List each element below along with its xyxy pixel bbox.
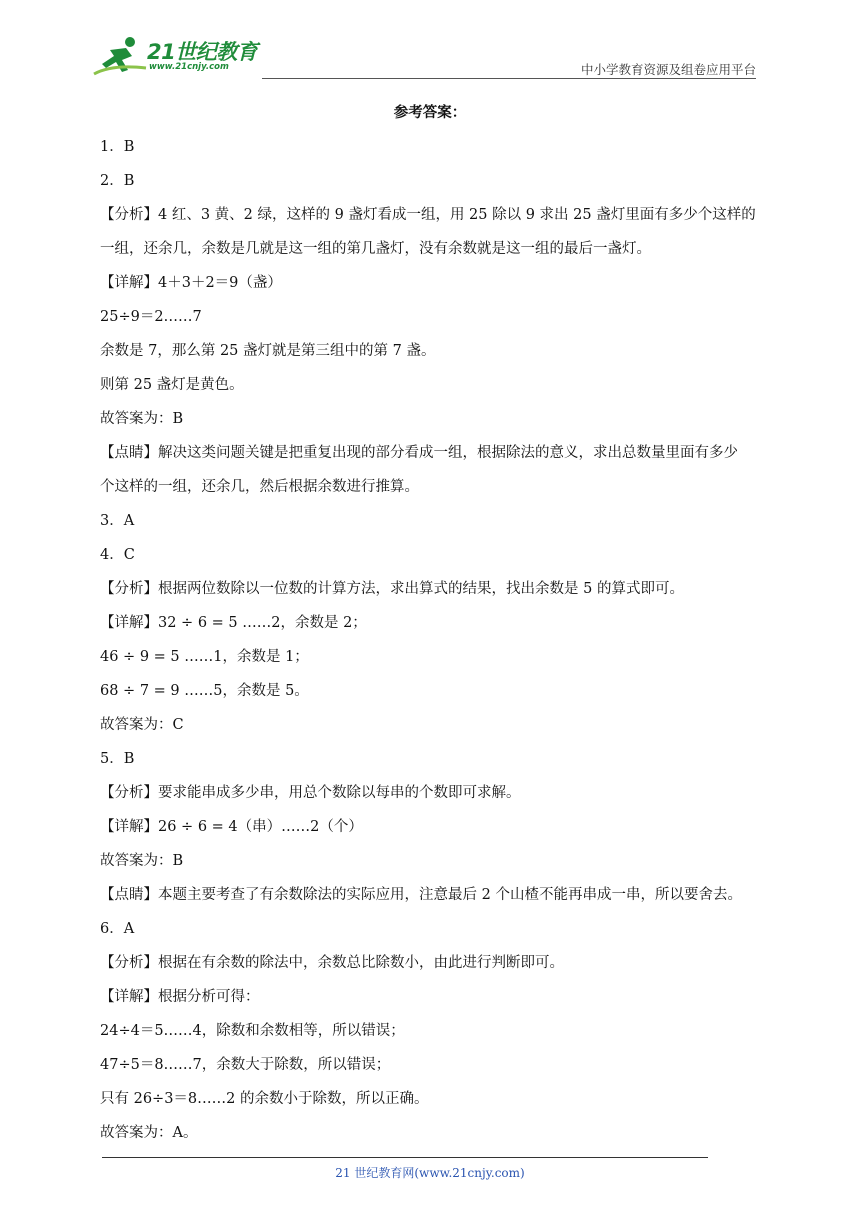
footer-divider xyxy=(102,1157,708,1158)
answer-line: 【分析】4 红、3 黄、2 绿，这样的 9 盏灯看成一组，用 25 除以 9 求出 25 盏灯里面有多少个这样的 xyxy=(100,207,756,223)
logo-text: 21世纪教育 xyxy=(147,40,258,64)
answer-line: 3．A xyxy=(100,513,135,529)
answer-line: 故答案为：A。 xyxy=(100,1125,198,1141)
answer-line: 46 ÷ 9 = 5 ……1，余数是 1； xyxy=(100,649,309,665)
answer-line: 1．B xyxy=(100,139,135,155)
answer-line: 余数是 7，那么第 25 盏灯就是第三组中的第 7 盏。 xyxy=(100,343,436,359)
answer-line: 【详解】32 ÷ 6 = 5 ……2，余数是 2； xyxy=(100,615,367,631)
answer-line: 24÷4＝5……4，除数和余数相等，所以错误； xyxy=(100,1023,405,1039)
answer-line: 【点睛】本题主要考查了有余数除法的实际应用，注意最后 2 个山楂不能再串成一串，所以要舍去。 xyxy=(100,887,742,903)
answer-line: 2．B xyxy=(100,173,135,189)
logo-url: www.21cnjy.com xyxy=(149,62,229,72)
answer-line: 只有 26÷3＝8……2 的余数小于除数，所以正确。 xyxy=(100,1091,429,1107)
header-divider xyxy=(262,78,756,79)
answer-line: 故答案为：B xyxy=(100,411,184,427)
answer-line: 【详解】26 ÷ 6 = 4（串）……2（个） xyxy=(100,819,363,835)
answer-line: 一组，还余几，余数是几就是这一组的第几盏灯，没有余数就是这一组的最后一盏灯。 xyxy=(100,241,651,257)
header-platform-text: 中小学教育资源及组卷应用平台 xyxy=(580,62,756,77)
answer-line: 则第 25 盏灯是黄色。 xyxy=(100,377,244,393)
answer-line: 【分析】要求能串成多少串，用总个数除以每串的个数即可求解。 xyxy=(100,785,521,801)
runner-logo-icon xyxy=(92,34,148,78)
answer-line: 68 ÷ 7 = 9 ……5，余数是 5。 xyxy=(100,683,309,699)
answer-line: 故答案为：C xyxy=(100,717,184,733)
page-title: 参考答案： xyxy=(393,104,467,121)
answer-line: 6．A xyxy=(100,921,135,937)
answer-line: 【详解】4＋3＋2＝9（盏） xyxy=(100,275,282,291)
answer-line: 【分析】根据两位数除以一位数的计算方法，求出算式的结果，找出余数是 5 的算式即可。 xyxy=(100,581,684,597)
footer-text: 21 世纪教育网(www.21cnjy.com) xyxy=(335,1166,525,1180)
answer-content xyxy=(100,96,760,1150)
answer-line: 【详解】根据分析可得： xyxy=(100,989,260,1005)
answer-line: 4．C xyxy=(100,547,135,563)
answer-line: 【点睛】解决这类问题关键是把重复出现的部分看成一组，根据除法的意义，求出总数量里面有多少 xyxy=(100,445,738,461)
logo xyxy=(92,34,262,78)
answer-line: 【分析】根据在有余数的除法中，余数总比除数小，由此进行判断即可。 xyxy=(100,955,564,971)
answer-line: 47÷5＝8……7，余数大于除数，所以错误； xyxy=(100,1057,391,1073)
answer-line: 25÷9＝2……7 xyxy=(100,309,202,325)
answer-line: 5．B xyxy=(100,751,135,767)
answer-line: 故答案为：B xyxy=(100,853,184,869)
answer-line: 个这样的一组，还余几，然后根据余数进行推算。 xyxy=(100,479,419,495)
page-header xyxy=(0,0,860,90)
